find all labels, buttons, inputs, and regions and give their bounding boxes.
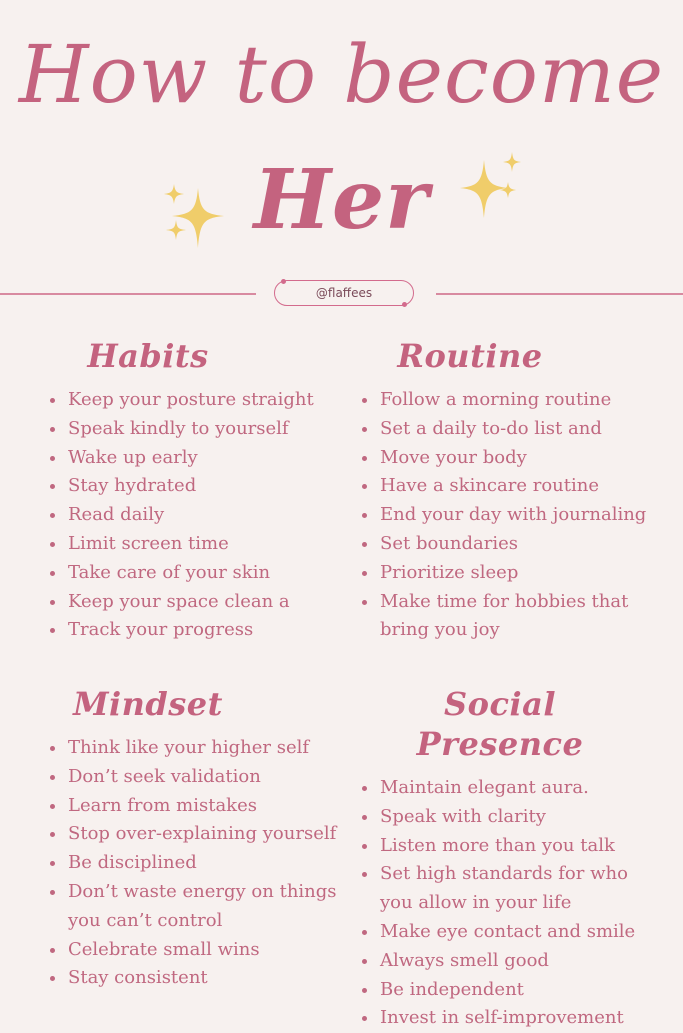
list-item: Think like your higher self — [48, 734, 348, 763]
list-item: Speak kindly to yourself — [48, 415, 348, 444]
list-item: Have a skincare routine — [360, 472, 680, 501]
divider-left — [0, 293, 256, 295]
list-item: Keep your space clean a — [48, 588, 348, 617]
section-mindset — [48, 684, 348, 993]
list-item-continued: bring you joy — [380, 619, 500, 641]
list-item: Make time for hobbies that — [360, 588, 680, 617]
list-item: Don’t waste energy on things — [48, 878, 348, 907]
list-item: Listen more than you talk — [360, 832, 680, 861]
section-heading: Habits — [87, 337, 209, 375]
social-list — [360, 774, 680, 1033]
sparkle-icon — [458, 150, 524, 222]
list-item: Always smell good — [360, 947, 680, 976]
sparkle-icon — [160, 180, 226, 252]
page-title-line1: How to become — [18, 28, 665, 121]
section-heading: Social Presence — [416, 685, 584, 763]
section-heading: Routine — [397, 337, 543, 375]
section-routine — [360, 336, 680, 645]
list-item: Make eye contact and smile — [360, 918, 680, 947]
author-handle: @flaffees — [315, 286, 373, 300]
list-item: Move your body — [360, 444, 680, 473]
habits-list — [48, 386, 348, 645]
list-item: Don’t seek validation — [48, 763, 348, 792]
list-item: Follow a morning routine — [360, 386, 680, 415]
divider-right — [436, 293, 683, 295]
list-item: Set high standards for who — [360, 860, 680, 889]
badge-dot — [281, 279, 286, 284]
list-item: Speak with clarity — [360, 803, 680, 832]
section-heading: Mindset — [73, 685, 223, 723]
page-title-line2: Her — [253, 152, 430, 248]
routine-list — [360, 386, 680, 645]
list-item: Take care of your skin — [48, 559, 348, 588]
section-social-presence — [360, 684, 680, 1033]
list-item: Be independent — [360, 976, 680, 1005]
list-item: Celebrate small wins — [48, 936, 348, 965]
author-handle-badge — [274, 280, 414, 306]
list-item: Set boundaries — [360, 530, 680, 559]
list-item: Set a daily to-do list and — [360, 415, 680, 444]
list-item: Prioritize sleep — [360, 559, 680, 588]
list-item: Be disciplined — [48, 849, 348, 878]
list-item: Invest in self-improvement — [360, 1004, 680, 1033]
list-item: Stay hydrated — [48, 472, 348, 501]
list-item: Stop over-explaining yourself — [48, 820, 348, 849]
list-item: Wake up early — [48, 444, 348, 473]
section-habits — [48, 336, 348, 645]
list-item-continued: you can’t control — [68, 909, 223, 931]
badge-dot — [402, 302, 407, 307]
list-item: Stay consistent — [48, 964, 348, 993]
list-item: Limit screen time — [48, 530, 348, 559]
list-item: Track your progress — [48, 616, 348, 645]
list-item: Read daily — [48, 501, 348, 530]
list-item: Learn from mistakes — [48, 792, 348, 821]
list-item: End your day with journaling — [360, 501, 680, 530]
list-item-continued: you allow in your life — [380, 892, 572, 914]
mindset-list — [48, 734, 348, 993]
list-item: Keep your posture straight — [48, 386, 348, 415]
list-item: Maintain elegant aura. — [360, 774, 680, 803]
